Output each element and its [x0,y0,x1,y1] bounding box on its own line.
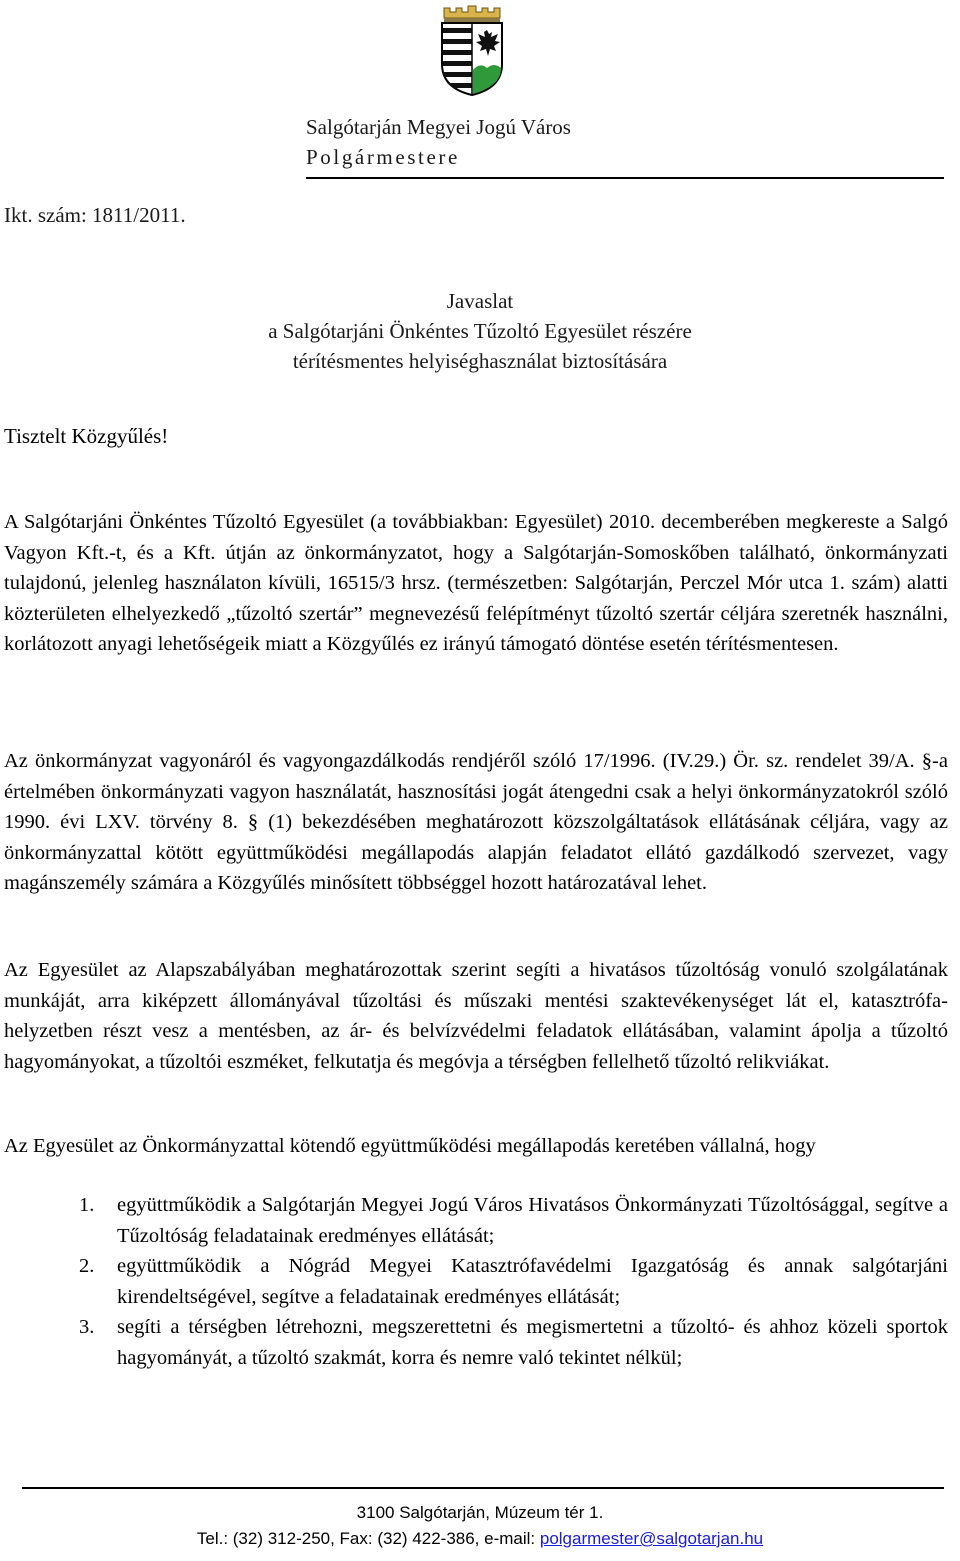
title-line-3: térítésmentes helyiséghasználat biztosítására [292,349,668,373]
list-item-text: együttműködik a Salgótarján Megyei Jogú Város Hivatásos Önkormányzati Tűzoltósággal, segítve a Tűzoltóság feladatainak eredményes ellátását; [117,1194,948,1247]
paragraph-text: Az Egyesület az Alapszabályában meghatározottak szerint segíti a hivatásos tűzoltóság vonuló szolgálatának munkáját, arra kiképzett állományával tűzoltási és műszaki mentési szaktevékenységet lát el, katasztrófa-helyzetben részt vesz a mentésben, az ár- és belvízvédelmi feladatok ellátásában, valamint ápolja a tűzoltó hagyományokat, a tűzoltói eszméket, felkutatja és megóvja a térségben fellelhető tűzoltó relikviákat. [4,959,948,1073]
footer [0,1500,960,1552]
list-item-text: együttműködik a Nógrád Megyei Katasztrófavédelmi Igazgatóság és annak salgótarjáni kirendeltségével, segítve a feladatainak eredményes ellátását; [117,1255,948,1308]
list-item-number: 2. [79,1255,95,1277]
paragraph-association-activities [4,955,948,1077]
footer-contact-text: Tel.: (32) 312-250, Fax: (32) 422-386, e-mail: [196,1529,540,1548]
list-item [4,1251,948,1312]
footer-contact [0,1526,960,1552]
header-divider [306,177,944,179]
registration-number: Ikt. szám: 1811/2011. [4,203,186,227]
paragraph-text: A Salgótarjáni Önkéntes Tűzoltó Egyesület (a továbbiakban: Egyesület) 2010. decemberében megkereste a Salgó Vagyon Kft.-t, és a Kft. útján az önkormányzatot, hogy a Salgótarján-Somoskőben található, önkormányzati tulajdonú, jelenleg használaton kívüli, 16515/3 hrsz. (természetben: Salgótarján, Perczel Mór utca 1. szám) alatti közterületen elhelyezkedő „tűzoltó szertár” megnevezésű felépítményt tűzoltó szertár céljára szeretnék használni, korlátozott anyagi lehetőségeik miatt a Közgyűlés ez irányú támogató döntése esetén térítésmentesen. [4,511,948,655]
title-line-1: Javaslat [446,289,514,313]
paragraph-commitments-intro [4,1131,948,1162]
commitments-list [4,1190,948,1373]
footer-divider [22,1487,944,1489]
salutation: Tisztelt Közgyűlés! [4,424,169,448]
email-link[interactable]: polgarmester@salgotarjan.hu [539,1529,764,1548]
paragraph-text: Az Egyesület az Önkormányzattal kötendő együttműködési megállapodás keretében vállalná, hogy [4,1135,816,1157]
city-coat-of-arms-icon [434,4,510,96]
list-item [4,1312,948,1373]
list-item-number: 3. [79,1316,95,1338]
paragraph-text: Az önkormányzat vagyonáról és vagyongazdálkodás rendjéről szóló 17/1996. (IV.29.) Ör. sz. rendelet 39/A. §-a értelmében önkormányzati vagyon használatát, hasznosítási jogát átengedni csak a helyi önkormányzatokról szóló 1990. évi LXV. törvény 8. § (1) bekezdésében meghatározott közszolgáltatások ellátásának céljára, vagy az önkormányzattal kötött együttműködési megállapodás alapján feladatot ellátó gazdálkodó szervezet, vagy magánszemély számára a Közgyűlés minősített többséggel hozott határozatával lehet. [4,750,948,894]
footer-address: 3100 Salgótarján, Múzeum tér 1. [356,1503,604,1522]
paragraph-legal-basis [4,746,948,899]
paragraph-request [4,507,948,660]
issuer-office: Polgármestere [306,145,460,169]
issuer-block [306,112,571,172]
list-item-text: segíti a térségben létrehozni, megszerettetni és megismertetni a tűzoltó- és ahhoz közeli sportok hagyományát, a tűzoltó szakmát, korra és nemre való tekintet nélkül; [117,1316,948,1369]
document-title [0,286,960,376]
list-item [4,1190,948,1251]
title-line-2: a Salgótarjáni Önkéntes Tűzoltó Egyesület részére [268,319,692,343]
issuer-city: Salgótarján Megyei Jogú Város [306,115,571,139]
list-item-number: 1. [79,1194,95,1216]
